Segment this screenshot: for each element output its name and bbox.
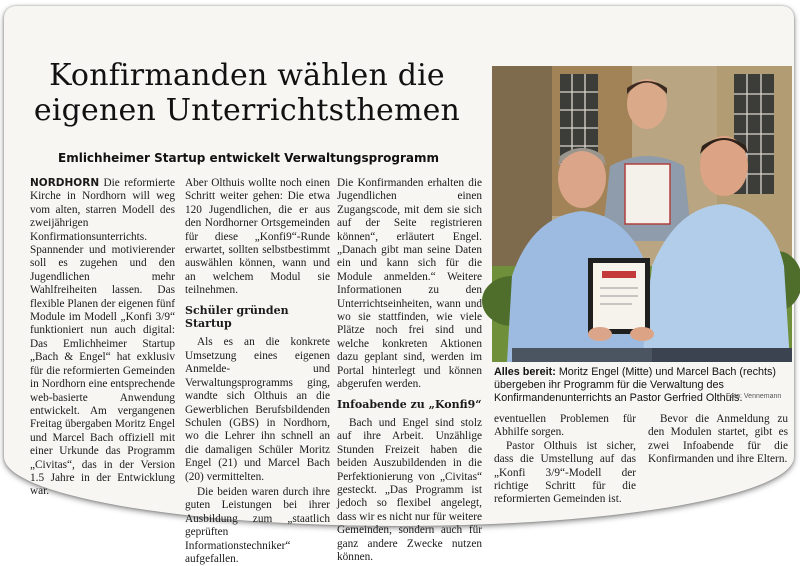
text-column-4 xyxy=(494,413,636,513)
column-5-paragraph-1: Bevor die Anmeldung zu den Modulen startet, gibt es zwei Infoabende für die Konfirmanden und ihre Eltern. xyxy=(648,413,788,466)
dateline: NORDHORN xyxy=(30,177,100,189)
column-2-paragraph-1: Aber Olthuis wollte noch einen Schritt weiter gehen: Die etwa 120 Jugendlichen, die er aus den Nordhorner Ortsgemeinden für diese „Konfi9“-Runde erwartet, sollten selbstbestimmt auswählen können, wann und an welchem Modul sie teilnehmen. xyxy=(185,177,330,297)
column-2-paragraph-2: Als es an die konkrete Umsetzung eines eigenen Anmelde- und Verwaltungsprogramms ging, wandte sich Olthuis an die Gewerblichen Berufsbildenden Schulen (GBS) in Nordhorn, wo die Lehrer ihn schnell an die damaligen Schüler Moritz Engel (21) und Marcel Bach (20) vermittelten. xyxy=(185,336,330,483)
headline: Konfirmanden wählen die eigenen Unterrichtsthemen xyxy=(33,58,461,128)
section-heading-startup: Schüler gründen Startup xyxy=(185,303,289,331)
subheadline: Emlichheimer Startup entwickelt Verwaltungsprogramm xyxy=(58,151,440,165)
section-heading-infoabende: Infoabende zu „Konfi9“ xyxy=(337,397,482,411)
text-column-1 xyxy=(30,177,175,507)
text-column-3 xyxy=(337,177,482,563)
caption-lead: Alles bereit: xyxy=(494,366,556,378)
column-4-paragraph-1: eventuellen Problemen für Abhilfe sorgen. xyxy=(494,413,636,439)
article-photo xyxy=(492,66,792,362)
column-2-paragraph-3: Die beiden waren durch ihre guten Leistungen bei ihrer Ausbildung zum „staatlich geprüften Informationstechniker“ aufgefallen. xyxy=(185,485,330,565)
newspaper-clipping xyxy=(4,6,794,565)
photo-credit: Foto: Vennemann xyxy=(726,393,782,400)
text-column-5 xyxy=(648,413,788,513)
column-3-paragraph-2: Bach und Engel sind stolz auf ihre Arbeit. Unzählige Stunden Freizeit haben die beiden Auszubildenden in die Perfektionierung von „Civitas“ gesteckt. „Das Programm ist jedoch so flexibel angelegt, dass wir es nicht nur für weitere Gemeinden, sondern auch für ganz andere Zwecke nutzen können. xyxy=(337,416,482,563)
photo-three-men-with-certificate xyxy=(492,66,792,362)
column-3-paragraph-1: Die Konfirmanden erhalten die Jugendlichen einen Zugangscode, mit dem sie sich auf der Seite registrieren können“, erläutert Engel. „Danach gibt man seine Daten ein und kann sich für die Module anmelden.“ Weitere Informationen zu den Unterrichtseinheiten, wann und wo sie stattfinden, wie viele Plätze noch frei sind und welche konkreten Aktionen dazu geplant sind, werden im Portal hinterlegt und können abgerufen werden. xyxy=(337,177,482,391)
column-4-paragraph-2: Pastor Olthuis ist sicher, dass die Umstellung auf das „Konfi 3/9“-Modell der richtige Schritt für die reformierten Gemeinden ist. xyxy=(494,439,636,506)
column-1-paragraph: Die reformierte Kirche in Nordhorn will weg vom alten, starren Modell des zweijährigen Konfirmationsunterrichts. Spannender und motivierender soll es zugehen und den Jugendlichen mehr Wahlfreiheiten lassen. Das flexible Planen der eigenen fünf Module im Modell „Konfi 3/9“ funktioniert nun auch digital: Das Emlichheimer Startup „Bach & Engel“ hat exklusiv für die reformierten Gemeinden in Nordhorn eine entsprechende web-basierte Anwendung entwickelt. Am vergangenen Freitag übergaben Moritz Engel und Marcel Bach offiziell mit einer Urkunde das Programm „Civitas“, das in der Version 1.5 Jahre in der Entwicklung war. xyxy=(30,177,175,498)
text-column-2 xyxy=(185,177,330,565)
caption-text: Moritz Engel (Mitte) und Marcel Bach (rechts) übergeben ihr Programm für die Verwaltung des Konfirmandenunterrichts an Pastor Gerfried Olthuis. xyxy=(494,366,777,404)
